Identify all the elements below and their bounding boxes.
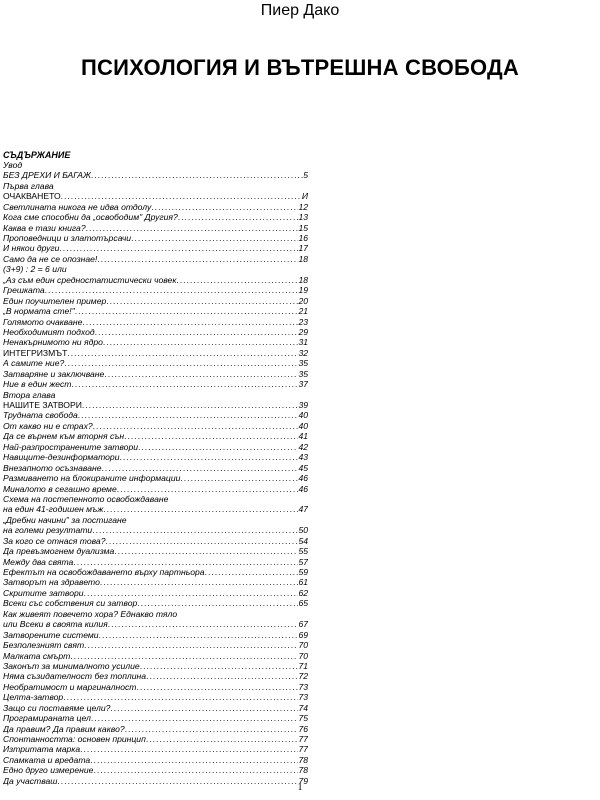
toc-entry-title: Между два свята: [3, 556, 74, 567]
toc-entry-page: 5: [303, 170, 308, 181]
toc-leader-dots: [137, 598, 298, 608]
toc-entry: [3, 692, 308, 702]
toc-entry-page: 54: [298, 535, 308, 546]
toc-entry-page: 57: [298, 556, 308, 567]
toc-entry-page: 12: [298, 201, 308, 212]
toc-entry-title: Каква е тази книга?: [3, 222, 86, 233]
toc-entry-page: 46: [298, 473, 308, 484]
toc-leader-dots: [114, 546, 298, 556]
toc-leader-dots: [84, 588, 299, 598]
toc-entry-title: Най-разпространените затвори: [3, 441, 139, 452]
toc-entry-page: 79: [298, 775, 308, 786]
page-number: 1: [297, 782, 303, 793]
toc-entry-title: Размиването на блокираните информации: [3, 473, 181, 484]
toc-entry-title: Затворът на здравето: [3, 577, 100, 588]
toc-entry: [3, 296, 308, 306]
toc-leader-dots: [104, 369, 298, 379]
toc-entry: [3, 431, 308, 441]
toc-entry-page: 42: [298, 441, 308, 452]
toc-leader-dots: [90, 755, 298, 765]
toc-entry-page: 73: [298, 692, 308, 703]
toc-entry: [3, 765, 308, 775]
toc-leader-dots: [78, 411, 299, 421]
toc-entry: [3, 285, 308, 295]
toc-entry-title: За кого се отнася това?: [3, 535, 106, 546]
toc-entry: [3, 682, 308, 692]
toc-entry-title: ОЧАКВАНЕТО: [3, 191, 61, 202]
toc-entry: [3, 337, 308, 347]
toc-entry: [3, 275, 308, 285]
toc-entry-page: 55: [298, 546, 308, 557]
toc-entry-title: „Аз съм един средностатистически човек: [3, 274, 177, 285]
toc-leader-dots: [205, 567, 299, 577]
toc-entry-page: 39: [298, 400, 308, 411]
toc-entry: [3, 170, 308, 180]
toc-entry: [3, 494, 308, 504]
toc-leader-dots: [105, 536, 298, 546]
toc-entry: [3, 223, 308, 233]
toc-leader-dots: [63, 692, 298, 702]
toc-leader-dots: [110, 703, 298, 713]
toc-entry-title: ИНТЕГРИЗМЪТ: [3, 347, 68, 358]
toc-entry-page: 16: [298, 233, 308, 244]
toc-leader-dots: [125, 724, 299, 734]
toc-entry-title: Грешката: [3, 285, 45, 296]
toc-entry-title: Целта-затвор: [3, 692, 64, 703]
toc-entry: [3, 724, 308, 734]
toc-entry-page: 65: [298, 598, 308, 609]
toc-entry-title: БЕЗ ДРЕХИ И БАГАЖ: [3, 170, 91, 181]
toc-entry: [3, 609, 308, 619]
toc-entry-title: Програмираната цел: [3, 713, 91, 724]
toc-entry: [3, 755, 308, 765]
toc-entry: [3, 630, 308, 640]
toc-entry: [3, 588, 308, 598]
toc-entry-title: Кога сме способни да „освободим" Другия?: [3, 212, 178, 223]
toc-entry: [3, 557, 308, 567]
toc-entry-title: или Всеки в своята килия: [3, 619, 108, 630]
toc-entry-title: Едно друго измерение: [3, 765, 94, 776]
toc-leader-dots: [136, 682, 298, 692]
toc-entry-title: Схема на постепенното освобождаване: [3, 494, 169, 504]
toc-leader-dots: [138, 442, 298, 452]
toc-leader-dots: [120, 452, 299, 462]
toc-entry-title: Спонтанността: основен принцип: [3, 734, 146, 745]
author-name: Пиер Дако: [260, 2, 340, 19]
toc-entry: [3, 181, 308, 191]
toc-entry-page: 50: [298, 525, 308, 536]
toc-entry: [3, 264, 308, 274]
toc-entry-page: И: [301, 191, 308, 202]
toc-leader-dots: [103, 504, 298, 514]
toc-leader-dots: [80, 745, 298, 755]
toc-leader-dots: [93, 421, 299, 431]
toc-leader-dots: [82, 317, 298, 327]
toc-entry: [3, 473, 308, 483]
toc-entry-title: Само да не се опознае!: [3, 253, 98, 264]
toc-entry: [3, 619, 308, 629]
toc-leader-dots: [151, 202, 298, 212]
toc-entry-title: И някои други: [3, 243, 60, 254]
toc-entry-title: От какво ни е страх?: [3, 420, 93, 431]
toc-entry-title: Спамката и вредата: [3, 754, 91, 765]
toc-leader-dots: [75, 306, 299, 316]
toc-entry-title: А самите ние?: [3, 358, 65, 369]
toc-entry-title: „Дребни начини" за постигане: [3, 514, 127, 525]
toc-leader-dots: [45, 285, 299, 295]
toc-entry-title: Ние в един жест: [3, 379, 72, 390]
toc-entry: [3, 525, 308, 535]
toc-entry: [3, 212, 308, 222]
toc-entry: [3, 379, 308, 389]
toc-entry: [3, 306, 308, 316]
toc-leader-dots: [86, 223, 299, 233]
book-title: ПСИХОЛОГИЯ И ВЪТРЕШНА СВОБОДА: [81, 55, 519, 80]
toc-entry-page: 74: [298, 702, 308, 713]
toc-entry: [3, 671, 308, 681]
toc-entry: [3, 160, 308, 170]
toc-entry: [3, 598, 308, 608]
toc-leader-dots: [180, 473, 298, 483]
toc-entry-title: Скритите затвори: [3, 587, 84, 598]
toc-entry-page: 40: [298, 420, 308, 431]
toc-entry-title: Миналото в сегашно време: [3, 483, 117, 494]
toc-leader-dots: [131, 233, 298, 243]
toc-leader-dots: [92, 525, 298, 535]
toc-entry-page: 17: [298, 243, 308, 254]
toc-entry-page: 29: [298, 327, 308, 337]
toc-entry: [3, 233, 308, 243]
toc-leader-dots: [84, 640, 298, 650]
toc-entry: [3, 745, 308, 755]
toc-entry-title: Законът за минималното усилие: [3, 661, 140, 671]
toc-entry: [3, 640, 308, 650]
toc-entry-title: Как живеят повечето хора? Еднакво тяло: [3, 608, 178, 619]
toc-leader-dots: [97, 254, 298, 264]
toc-entry: [3, 546, 308, 556]
toc-entry-page: 70: [298, 650, 308, 661]
toc-entry-title: Всеки със собствения си затвор: [3, 598, 138, 609]
toc-entry-title: Ненакърнимото ни ядро: [3, 337, 103, 348]
toc-list: [3, 160, 308, 786]
toc-entry-title: Първа глава: [3, 180, 54, 191]
toc-entry: [3, 254, 308, 264]
toc-entry-title: на големи резултати: [3, 525, 93, 536]
toc-entry-title: Безполезният свят: [3, 640, 85, 651]
toc-entry-title: Светлината никога не идва отдолу: [3, 201, 152, 212]
toc-entry: [3, 651, 308, 661]
toc-entry-page: 15: [298, 222, 308, 233]
toc-entry: [3, 567, 308, 577]
toc-leader-dots: [73, 557, 298, 567]
toc-entry-title: Необходимият подход: [3, 327, 95, 337]
toc-entry-title: Ефектът на освобождаването върху партньора: [3, 567, 205, 578]
toc-entry-title: Защо си поставяме цели?: [3, 702, 111, 713]
toc-entry: [3, 390, 308, 400]
toc-entry-title: Малката смърт: [3, 650, 71, 661]
toc-entry-page: 21: [298, 306, 308, 317]
toc-leader-dots: [59, 244, 298, 254]
toc-entry-title: Увод: [3, 160, 23, 170]
toc-entry: [3, 661, 308, 671]
toc-entry: [3, 400, 308, 410]
toc-leader-dots: [64, 358, 298, 368]
toc-leader-dots: [82, 400, 299, 410]
toc-leader-dots: [71, 379, 298, 389]
toc-entry-title: (3+9) : 2 = 6 или: [3, 264, 67, 275]
toc-entry-page: 45: [298, 462, 308, 473]
toc-entry-page: 61: [298, 577, 308, 588]
toc-entry-title: Един поучителен пример: [3, 295, 107, 306]
toc-entry: [3, 348, 308, 358]
table-of-contents: [3, 150, 308, 786]
toc-entry-page: 43: [298, 452, 308, 463]
toc-entry-page: 69: [298, 629, 308, 640]
toc-leader-dots: [103, 337, 299, 347]
toc-entry: [3, 734, 308, 744]
toc-entry-page: 46: [298, 483, 308, 494]
toc-entry-page: 41: [298, 431, 308, 442]
toc-entry-page: 37: [298, 379, 308, 390]
toc-entry-title: Внезапното осъзнаване: [3, 462, 102, 473]
toc-entry-page: 35: [298, 358, 308, 369]
toc-entry: [3, 411, 308, 421]
toc-leader-dots: [178, 212, 299, 222]
toc-entry: [3, 327, 308, 337]
toc-entry-page: 67: [298, 619, 308, 630]
toc-entry: [3, 358, 308, 368]
toc-leader-dots: [146, 734, 299, 744]
toc-entry: [3, 484, 308, 494]
toc-entry-page: 62: [298, 587, 308, 598]
toc-entry-title: Голямото очакване: [3, 316, 83, 327]
toc-entry: [3, 369, 308, 379]
toc-entry: [3, 317, 308, 327]
toc-entry-page: 73: [298, 681, 308, 692]
toc-entry-page: 71: [298, 661, 308, 671]
toc-entry-page: 59: [298, 567, 308, 578]
toc-entry: [3, 463, 308, 473]
toc-leader-dots: [140, 661, 299, 671]
toc-heading: СЪДЪРЖАНИЕ: [3, 150, 71, 160]
toc-entry-title: Навиците-дезинформатори: [3, 452, 120, 463]
toc-leader-dots: [176, 275, 298, 285]
toc-entry: [3, 536, 308, 546]
toc-entry-title: Затваряне и заключване: [3, 368, 105, 379]
toc-entry: [3, 578, 308, 588]
toc-entry-page: 40: [298, 410, 308, 421]
toc-entry: [3, 504, 308, 514]
toc-entry-page: 76: [298, 723, 308, 734]
toc-entry-title: Проповедници и златотърсачи: [3, 233, 132, 244]
toc-entry-page: 23: [298, 316, 308, 327]
toc-entry-title: на един 41-годишен мъж: [3, 504, 104, 515]
toc-entry-title: НАШИТЕ ЗАТВОРИ: [3, 400, 82, 411]
toc-entry: [3, 703, 308, 713]
toc-entry: [3, 202, 308, 212]
toc-entry-page: 70: [298, 640, 308, 651]
toc-entry: [3, 442, 308, 452]
toc-leader-dots: [102, 463, 299, 473]
toc-entry-title: Изтритата марка: [3, 744, 81, 755]
toc-leader-dots: [146, 671, 298, 681]
toc-entry-page: 77: [298, 744, 308, 755]
toc-entry-page: 78: [298, 754, 308, 765]
toc-entry: [3, 421, 308, 431]
toc-entry-title: „В нормата сте!": [3, 306, 75, 317]
toc-entry-title: Необратимост и маргиналност: [3, 681, 137, 692]
toc-entry-title: Втора глава: [3, 389, 56, 400]
toc-leader-dots: [95, 327, 299, 337]
toc-entry-title: Трудната свобода: [3, 410, 78, 421]
toc-entry-page: 18: [298, 253, 308, 264]
toc-leader-dots: [100, 578, 299, 588]
toc-leader-dots: [61, 191, 302, 201]
toc-entry-page: 13: [298, 212, 308, 223]
toc-entry-page: 18: [298, 274, 308, 285]
toc-entry: [3, 452, 308, 462]
toc-entry-title: Няма съзидателност без топлина: [3, 671, 147, 682]
toc-entry-title: Да правим? Да правим какво?: [3, 723, 125, 734]
toc-entry-page: 31: [298, 337, 308, 348]
toc-entry-page: 20: [298, 295, 308, 306]
toc-entry-title: Затворените системи: [3, 629, 99, 640]
toc-entry: [3, 191, 308, 201]
toc-leader-dots: [106, 296, 298, 306]
toc-entry-page: 72: [298, 671, 308, 682]
toc-leader-dots: [108, 619, 299, 629]
toc-entry: [3, 244, 308, 254]
toc-leader-dots: [91, 713, 299, 723]
toc-entry-page: 32: [298, 347, 308, 358]
toc-entry-page: 35: [298, 368, 308, 379]
toc-entry-title: Да участваш: [3, 775, 58, 786]
toc-entry: [3, 713, 308, 723]
toc-entry-page: 47: [298, 504, 308, 515]
toc-entry-page: 77: [298, 734, 308, 745]
toc-leader-dots: [67, 348, 298, 358]
toc-leader-dots: [99, 630, 299, 640]
toc-leader-dots: [124, 431, 298, 441]
toc-entry: [3, 515, 308, 525]
toc-entry-title: Да се върнем към вторня сън: [3, 431, 125, 442]
toc-entry-title: Да превъзмогнем дуализма: [3, 546, 115, 557]
toc-entry-page: 78: [298, 765, 308, 776]
toc-leader-dots: [91, 170, 303, 180]
toc-leader-dots: [117, 484, 299, 494]
toc-entry-page: 19: [298, 285, 308, 296]
toc-entry-page: 75: [298, 713, 308, 724]
toc-leader-dots: [93, 765, 298, 775]
toc-leader-dots: [70, 651, 298, 661]
